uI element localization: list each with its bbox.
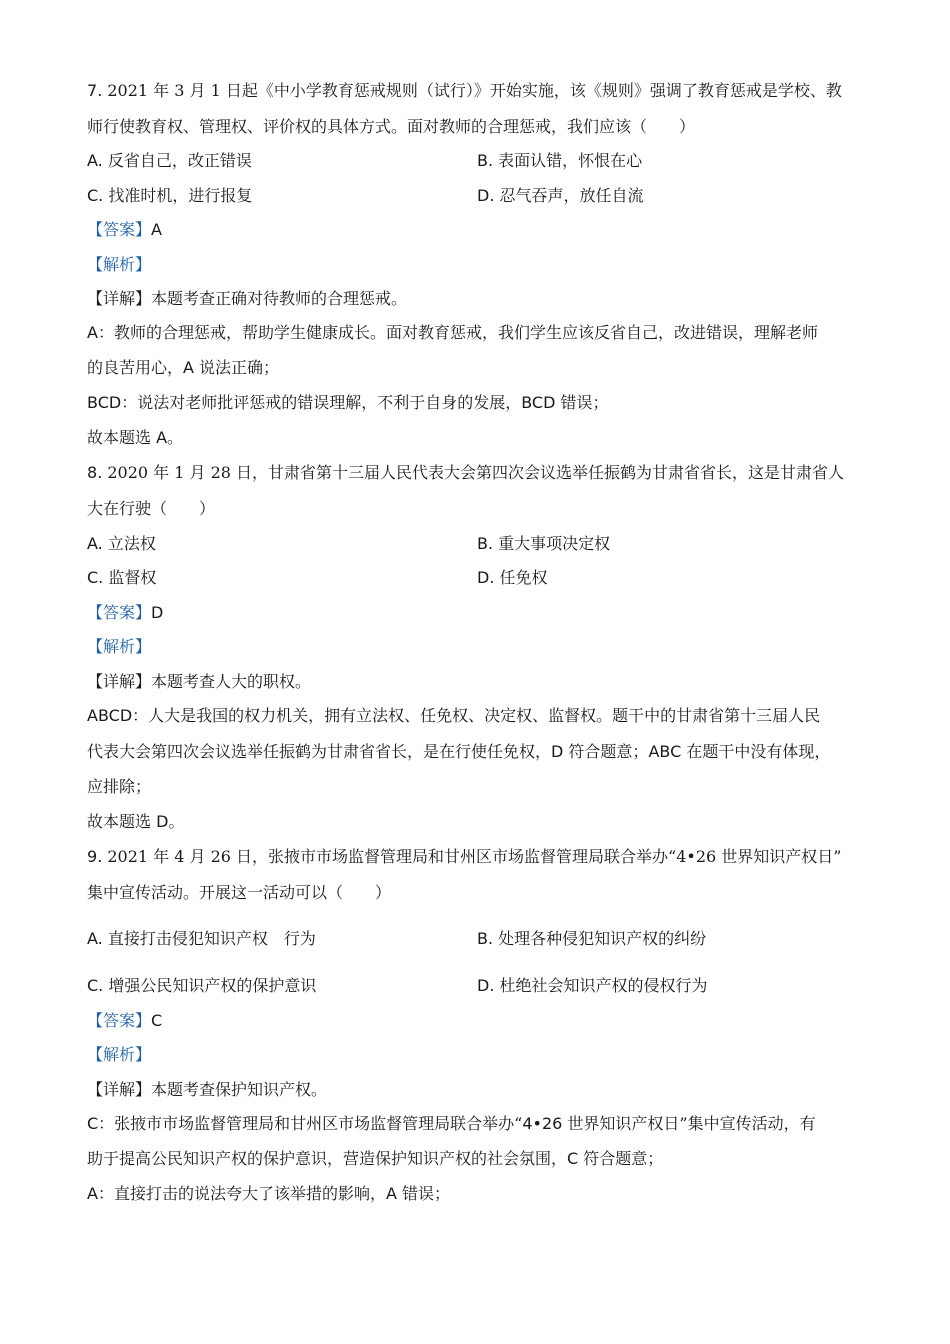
detail-tag: 【详解】 [87, 289, 152, 308]
q7-explain-line2: 的良苦用心，A 说法正确； [87, 358, 280, 377]
q7-stem-line1: 7. 2021 年 3 月 1 日起《中小学教育惩戒规则（试行）》开始实施，该《规则》强调了教育惩戒是学校、教 [87, 81, 842, 100]
q9-explain-line2: 助于提高公民知识产权的保护意识，营造保护知识产权的社会氛围，C 符合题意； [87, 1149, 664, 1168]
q7-option-d: D. 忍气吞声，放任自流 [477, 186, 644, 205]
q9-stem-line2: 集中宣传活动。开展这一活动可以（ ） [87, 883, 392, 902]
q8-stem-line2: 大在行驶（ ） [87, 499, 216, 518]
q7-analysis [87, 255, 151, 275]
q8-option-b: B. 重大事项决定权 [477, 534, 611, 553]
q8-option-a: A. 立法权 [87, 534, 156, 553]
q9-answer: 【答案】C [87, 1011, 163, 1030]
q8-answer: 【答案】D [87, 603, 164, 622]
q7-conclusion: 故本题选 A。 [87, 428, 184, 447]
q9-option-a: A. 直接打击侵犯知识产权 行为 [87, 929, 316, 948]
q9-option-d: D. 杜绝社会知识产权的侵权行为 [477, 976, 708, 995]
analysis-tag: 【解析】 [87, 255, 152, 274]
detail-tag: 【详解】 [87, 1080, 152, 1099]
q7-answer: 【答案】A [87, 220, 162, 239]
q7-option-c: C. 找准时机，进行报复 [87, 186, 253, 205]
q9-number: 9 [87, 847, 98, 866]
detail-tag: 【详解】 [87, 672, 152, 691]
analysis-tag: 【解析】 [87, 1045, 152, 1064]
q9-option-b: B. 处理各种侵犯知识产权的纠纷 [477, 929, 707, 948]
q8-explain-line2: 代表大会第四次会议选举任振鹤为甘肃省省长，是在行使任免权，D 符合题意；ABC 在题干中没有体现， [87, 742, 831, 761]
answer-tag: 【答案】 [87, 220, 152, 239]
q8-option-d: D. 任免权 [477, 568, 548, 587]
analysis-tag: 【解析】 [87, 637, 152, 656]
q8-explain-line3: 应排除； [87, 777, 152, 796]
q7-explain-line1: A：教师的合理惩戒，帮助学生健康成长。面对教育惩戒，我们学生应该反省自己，改进错误，理解老师 [87, 323, 818, 342]
q8-detail: 【详解】本题考查人大的职权。 [87, 672, 312, 691]
q7-number: 7 [87, 81, 98, 100]
q7-detail: 【详解】本题考查正确对待教师的合理惩戒。 [87, 289, 408, 308]
q9-explain-line1: C：张掖市市场监督管理局和甘州区市场监督管理局联合举办“4•26 世界知识产权日”集中宣传活动，有 [87, 1114, 816, 1133]
q8-analysis [87, 637, 151, 657]
q8-stem-line1: 8. 2020 年 1 月 28 日，甘肃省第十三届人民代表大会第四次会议选举任振鹤为甘肃省省长，这是甘肃省人 [87, 463, 845, 482]
q9-stem-line1: 9. 2021 年 4 月 26 日，张掖市市场监督管理局和甘州区市场监督管理局联合举办“4•26 世界知识产权日” [87, 847, 842, 866]
q7-stem-line2: 师行使教育权、管理权、评价权的具体方式。面对教师的合理惩戒，我们应该（ ） [87, 117, 696, 136]
q7-option-a: A. 反省自己，改正错误 [87, 151, 252, 170]
answer-tag: 【答案】 [87, 603, 152, 622]
q9-analysis [87, 1045, 151, 1065]
q9-detail: 【详解】本题考查保护知识产权。 [87, 1080, 328, 1099]
q8-conclusion: 故本题选 D。 [87, 812, 185, 831]
q9-explain-line3: A：直接打击的说法夸大了该举措的影响，A 错误； [87, 1184, 451, 1203]
answer-tag: 【答案】 [87, 1011, 152, 1030]
q9-option-c: C. 增强公民知识产权的保护意识 [87, 976, 317, 995]
q8-option-c: C. 监督权 [87, 568, 157, 587]
q8-number: 8 [87, 463, 98, 482]
q8-explain-line1: ABCD：人大是我国的权力机关，拥有立法权、任免权、决定权、监督权。题干中的甘肃省第十三届人民 [87, 706, 821, 725]
q7-explain-line3: BCD：说法对老师批评惩戒的错误理解，不利于自身的发展，BCD 错误； [87, 393, 609, 412]
q7-option-b: B. 表面认错，怀恨在心 [477, 151, 643, 170]
